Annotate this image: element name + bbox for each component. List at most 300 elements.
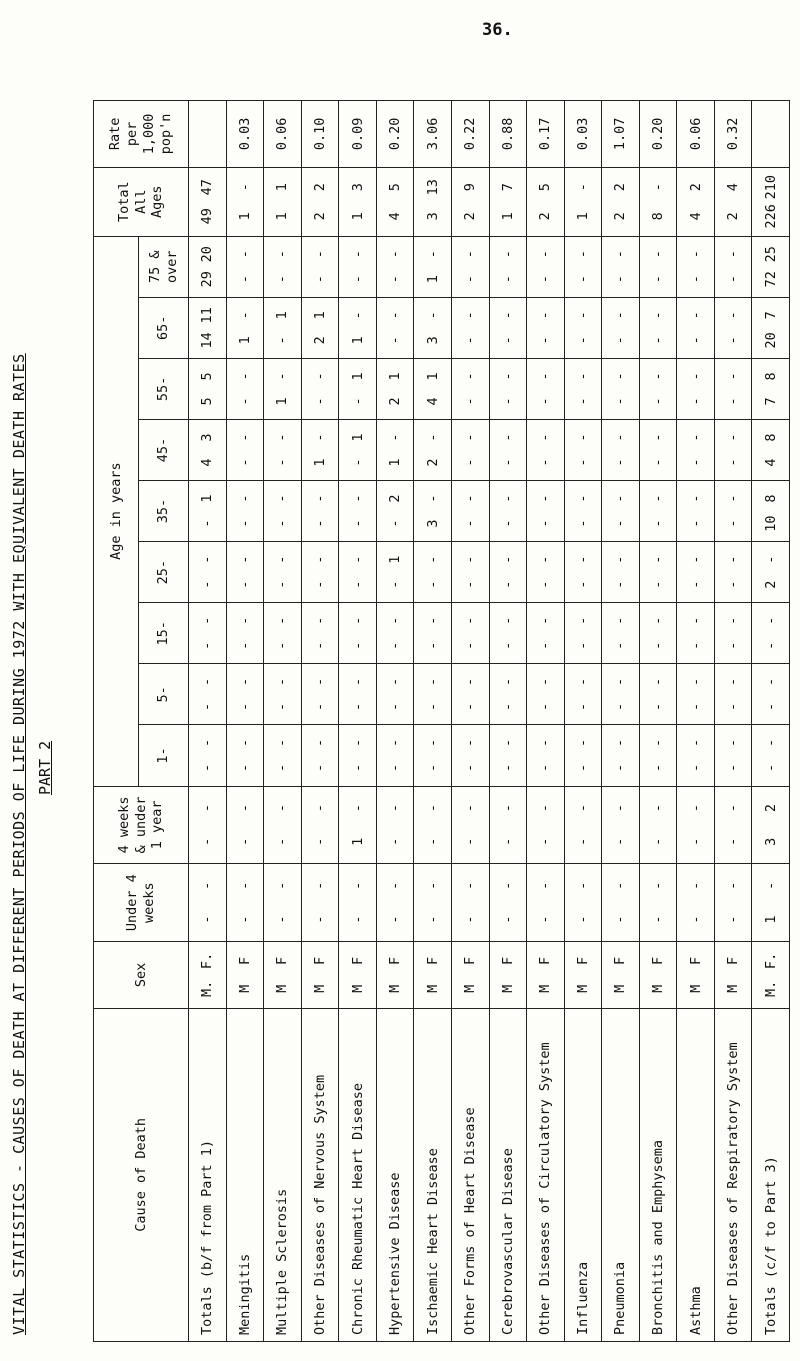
female-value: 11 — [199, 307, 216, 324]
count-cell — [264, 664, 302, 725]
female-value: - — [499, 372, 516, 381]
male-female-pair — [650, 487, 666, 535]
female-value: - — [612, 433, 629, 442]
rate-cell — [189, 101, 227, 168]
female-value: - — [612, 738, 629, 748]
female-value: - — [236, 881, 253, 890]
male-value: M — [687, 984, 704, 993]
male-female-pair — [500, 731, 516, 779]
count-cell — [752, 297, 790, 358]
male-value: - — [387, 915, 404, 924]
male-female-pair — [350, 670, 366, 718]
count-cell — [527, 603, 565, 664]
female-value: 5 — [537, 183, 554, 192]
female-value: - — [650, 250, 667, 259]
male-female-pair — [237, 426, 253, 474]
female-value: - — [311, 803, 328, 813]
male-female-pair — [500, 609, 516, 657]
female-value: 9 — [462, 183, 479, 192]
female-value: - — [236, 494, 253, 503]
male-value: 1 — [349, 212, 366, 221]
table-row — [376, 101, 414, 1342]
male-value: - — [499, 580, 516, 589]
male-female-pair — [537, 426, 553, 474]
male-female-pair — [612, 426, 628, 474]
female-value: - — [612, 494, 629, 503]
male-female-pair — [387, 365, 403, 413]
male-female-pair — [274, 548, 290, 596]
male-value: - — [537, 763, 554, 773]
male-value: 4 — [199, 458, 216, 467]
count-cell — [639, 664, 677, 725]
male-female-pair — [462, 304, 478, 352]
female-value: - — [537, 311, 554, 320]
male-female-pair — [763, 304, 779, 352]
male-value: - — [650, 458, 667, 467]
count-cell — [639, 358, 677, 419]
count-cell — [752, 786, 790, 864]
male-value: - — [274, 458, 291, 467]
male-value: - — [574, 641, 591, 650]
male-value: - — [499, 763, 516, 773]
male-value: - — [612, 837, 629, 846]
female-value: F — [537, 956, 554, 965]
male-value: 2 — [725, 212, 742, 221]
count-cell — [489, 725, 527, 786]
count-cell — [339, 481, 377, 542]
male-female-pair — [575, 731, 591, 779]
female-value: F — [687, 956, 704, 965]
male-value: - — [725, 519, 742, 528]
female-value: - — [311, 494, 328, 503]
female-value: - — [349, 250, 366, 259]
male-value: - — [349, 397, 366, 406]
female-value: - — [537, 250, 554, 259]
male-female-pair — [462, 793, 478, 858]
male-value: - — [650, 397, 667, 406]
male-value: 4 — [687, 212, 704, 221]
female-value: F — [424, 956, 441, 965]
count-cell — [602, 358, 640, 419]
count-cell — [714, 542, 752, 603]
female-value: 47 — [199, 179, 216, 196]
female-value: - — [462, 555, 479, 564]
total-cell — [527, 167, 565, 236]
female-value: - — [687, 616, 704, 625]
male-female-pair — [350, 870, 366, 935]
male-value: - — [236, 915, 253, 924]
female-value: - — [687, 433, 704, 442]
male-value: 3 — [762, 837, 779, 846]
male-value: - — [274, 702, 291, 711]
female-value: - — [574, 616, 591, 625]
male-value: - — [349, 458, 366, 467]
female-value: 1 — [274, 183, 291, 192]
male-female-pair — [688, 948, 704, 1002]
male-female-pair — [688, 731, 704, 779]
male-female-pair — [688, 870, 704, 935]
male-value: - — [574, 458, 591, 467]
count-cell — [489, 864, 527, 942]
count-cell — [376, 664, 414, 725]
count-cell — [451, 786, 489, 864]
female-value: - — [537, 881, 554, 890]
count-cell — [226, 481, 264, 542]
count-cell — [677, 542, 715, 603]
rate-cell: 1.07 — [602, 101, 640, 168]
male-female-pair — [312, 609, 328, 657]
female-value: - — [462, 677, 479, 686]
table-row — [527, 101, 565, 1342]
male-female-pair — [199, 609, 215, 657]
female-value: F — [387, 956, 404, 965]
male-female-pair — [274, 174, 290, 230]
male-value: - — [612, 702, 629, 711]
male-value: - — [687, 763, 704, 773]
male-value: - — [199, 763, 216, 773]
female-value: - — [612, 250, 629, 259]
part-label: PART 2 — [36, 740, 54, 795]
female-value: - — [311, 738, 328, 748]
male-female-pair — [350, 487, 366, 535]
count-cell — [564, 725, 602, 786]
cause-cell: Cerebrovascular Disease — [489, 1008, 527, 1341]
male-value: - — [687, 915, 704, 924]
male-value: - — [199, 837, 216, 846]
count-cell — [752, 864, 790, 942]
count-cell — [602, 297, 640, 358]
male-value: - — [349, 915, 366, 924]
male-value: - — [650, 837, 667, 846]
male-value: - — [499, 458, 516, 467]
male-female-pair — [650, 948, 666, 1002]
count-cell — [564, 419, 602, 480]
female-value: - — [387, 677, 404, 686]
total-cell — [752, 167, 790, 236]
count-cell — [564, 481, 602, 542]
sex-cell — [752, 942, 790, 1009]
male-female-pair — [763, 548, 779, 596]
male-value: - — [574, 915, 591, 924]
count-cell — [226, 725, 264, 786]
count-cell — [714, 603, 752, 664]
count-cell — [264, 236, 302, 297]
rate-cell: 0.22 — [451, 101, 489, 168]
male-value: - — [650, 641, 667, 650]
male-female-pair — [425, 174, 441, 230]
count-cell — [527, 358, 565, 419]
female-value: F. — [762, 952, 779, 970]
count-cell — [714, 664, 752, 725]
count-cell — [301, 542, 339, 603]
male-female-pair — [763, 487, 779, 535]
male-value: - — [236, 702, 253, 711]
female-value: - — [424, 616, 441, 625]
count-cell — [602, 481, 640, 542]
female-value: - — [650, 311, 667, 320]
female-value: 8 — [762, 433, 779, 442]
count-cell — [527, 786, 565, 864]
male-value: - — [725, 275, 742, 284]
count-cell — [339, 358, 377, 419]
count-cell — [451, 725, 489, 786]
count-cell — [264, 786, 302, 864]
female-value: - — [499, 881, 516, 890]
female-value: 5 — [199, 372, 216, 381]
count-cell — [414, 358, 452, 419]
female-value: - — [274, 555, 291, 564]
male-female-pair — [725, 304, 741, 352]
count-cell — [639, 236, 677, 297]
female-value: - — [349, 803, 366, 813]
male-value: - — [499, 641, 516, 650]
male-female-pair — [575, 365, 591, 413]
count-cell — [264, 725, 302, 786]
female-value: F — [725, 956, 742, 965]
male-female-pair — [537, 548, 553, 596]
count-cell — [301, 358, 339, 419]
table-body — [189, 101, 790, 1342]
count-cell — [527, 664, 565, 725]
male-value: - — [612, 336, 629, 345]
female-value: - — [574, 183, 591, 192]
count-cell — [414, 864, 452, 942]
male-value: - — [349, 641, 366, 650]
cause-cell: Other Forms of Heart Disease — [451, 1008, 489, 1341]
count-cell — [489, 603, 527, 664]
female-value: - — [236, 677, 253, 686]
male-value: 2 — [537, 212, 554, 221]
female-value: - — [725, 738, 742, 748]
sex-cell — [264, 942, 302, 1009]
female-value: 2 — [762, 803, 779, 813]
rate-cell — [752, 101, 790, 168]
female-value: - — [574, 738, 591, 748]
count-cell — [226, 603, 264, 664]
male-value: - — [274, 519, 291, 528]
count-cell — [527, 864, 565, 942]
count-cell — [451, 481, 489, 542]
rate-cell: 0.17 — [527, 101, 565, 168]
sex-cell — [677, 942, 715, 1009]
male-value: - — [199, 915, 216, 924]
male-value: M — [462, 984, 479, 993]
table-row — [414, 101, 452, 1342]
male-female-pair — [312, 731, 328, 779]
male-value: - — [574, 702, 591, 711]
female-value: - — [725, 372, 742, 381]
male-value: - — [387, 580, 404, 589]
count-cell — [451, 419, 489, 480]
header-row-1 — [94, 101, 139, 1342]
male-female-pair — [237, 174, 253, 230]
male-female-pair — [537, 948, 553, 1002]
male-female-pair — [763, 670, 779, 718]
rate-cell: 0.20 — [639, 101, 677, 168]
male-female-pair — [312, 548, 328, 596]
table-title: VITAL STATISTICS - CAUSES OF DEATH AT DIFFERENT PERIODS OF LIFE DURING 1972 WITH EQUIVALENT DEATH RATES — [10, 353, 28, 1335]
count-cell — [376, 297, 414, 358]
female-value: - — [687, 372, 704, 381]
total-cell — [564, 167, 602, 236]
count-cell — [714, 358, 752, 419]
count-cell — [489, 664, 527, 725]
female-value: - — [424, 738, 441, 748]
male-female-pair — [425, 426, 441, 474]
male-value: - — [387, 837, 404, 846]
male-value: M — [236, 984, 253, 993]
count-cell — [414, 664, 452, 725]
count-cell — [527, 419, 565, 480]
male-female-pair — [199, 870, 215, 935]
count-cell — [339, 725, 377, 786]
female-value: - — [236, 311, 253, 320]
male-value: 20 — [762, 332, 779, 349]
count-cell — [564, 664, 602, 725]
male-female-pair — [500, 793, 516, 858]
male-female-pair — [688, 365, 704, 413]
male-female-pair — [763, 793, 779, 858]
female-value: 3 — [349, 183, 366, 192]
male-value: - — [650, 915, 667, 924]
male-value: 2 — [424, 458, 441, 467]
cause-cell: Chronic Rheumatic Heart Disease — [339, 1008, 377, 1341]
female-value: - — [462, 738, 479, 748]
male-value: - — [762, 641, 779, 650]
male-value: 1 — [236, 336, 253, 345]
female-value: - — [462, 250, 479, 259]
male-female-pair — [237, 948, 253, 1002]
male-value: - — [687, 641, 704, 650]
male-female-pair — [199, 304, 215, 352]
male-value: - — [462, 458, 479, 467]
count-cell — [189, 358, 227, 419]
male-female-pair — [500, 487, 516, 535]
male-female-pair — [763, 731, 779, 779]
count-cell — [189, 603, 227, 664]
count-cell — [451, 664, 489, 725]
count-cell — [639, 864, 677, 942]
count-cell — [639, 725, 677, 786]
male-female-pair — [462, 174, 478, 230]
male-value: 1 — [349, 837, 366, 846]
female-value: 210 — [762, 175, 779, 200]
male-female-pair — [274, 426, 290, 474]
female-value: - — [499, 555, 516, 564]
female-value: - — [612, 803, 629, 813]
female-value: - — [725, 433, 742, 442]
male-value: - — [387, 275, 404, 284]
male-value: - — [537, 397, 554, 406]
male-female-pair — [725, 426, 741, 474]
table-row — [189, 101, 227, 1342]
female-value: - — [199, 555, 216, 564]
female-value: - — [311, 616, 328, 625]
female-value: - — [199, 616, 216, 625]
male-value: - — [537, 580, 554, 589]
count-cell — [189, 664, 227, 725]
total-cell — [301, 167, 339, 236]
count-cell — [639, 603, 677, 664]
male-female-pair — [575, 243, 591, 291]
male-female-pair — [387, 793, 403, 858]
count-cell — [602, 603, 640, 664]
female-value: - — [650, 494, 667, 503]
count-cell — [414, 603, 452, 664]
count-cell — [489, 236, 527, 297]
male-female-pair — [199, 793, 215, 858]
male-female-pair — [462, 731, 478, 779]
male-female-pair — [537, 174, 553, 230]
female-value: - — [612, 616, 629, 625]
male-value: - — [199, 702, 216, 711]
female-value: - — [537, 494, 554, 503]
female-value: - — [687, 677, 704, 686]
table-row — [714, 101, 752, 1342]
male-female-pair — [462, 365, 478, 413]
count-cell — [376, 864, 414, 942]
table-row — [752, 101, 790, 1342]
count-cell — [564, 864, 602, 942]
count-cell — [226, 297, 264, 358]
male-value: M — [274, 984, 291, 993]
sex-cell — [339, 942, 377, 1009]
male-female-pair — [575, 174, 591, 230]
count-cell — [414, 297, 452, 358]
male-female-pair — [612, 304, 628, 352]
sex-cell — [226, 942, 264, 1009]
male-female-pair — [237, 487, 253, 535]
count-cell — [564, 786, 602, 864]
male-value: - — [424, 837, 441, 846]
rate-cell: 0.09 — [339, 101, 377, 168]
male-female-pair — [387, 174, 403, 230]
female-value: - — [574, 250, 591, 259]
male-value: 2 — [387, 397, 404, 406]
male-value: 2 — [612, 212, 629, 221]
male-value: - — [537, 458, 554, 467]
count-cell — [677, 864, 715, 942]
male-value: - — [725, 336, 742, 345]
male-female-pair — [763, 243, 779, 291]
male-female-pair — [425, 670, 441, 718]
female-value: 1 — [387, 372, 404, 381]
male-value: - — [612, 763, 629, 773]
female-value: 8 — [762, 372, 779, 381]
female-value: - — [424, 494, 441, 503]
female-value: - — [199, 803, 216, 813]
male-female-pair — [650, 304, 666, 352]
male-female-pair — [612, 948, 628, 1002]
male-value: - — [687, 275, 704, 284]
male-value: - — [311, 580, 328, 589]
male-value: - — [499, 837, 516, 846]
male-value: M. — [762, 980, 779, 997]
female-value: - — [349, 881, 366, 890]
female-value: - — [612, 677, 629, 686]
female-value: - — [574, 433, 591, 442]
male-value: - — [574, 336, 591, 345]
female-value: - — [236, 372, 253, 381]
female-value: - — [424, 555, 441, 564]
cause-cell: Totals (b/f from Part 1) — [189, 1008, 227, 1341]
female-value: - — [199, 738, 216, 748]
table-row — [264, 101, 302, 1342]
female-value: - — [537, 616, 554, 625]
male-female-pair — [537, 731, 553, 779]
male-female-pair — [537, 304, 553, 352]
male-value: - — [725, 397, 742, 406]
